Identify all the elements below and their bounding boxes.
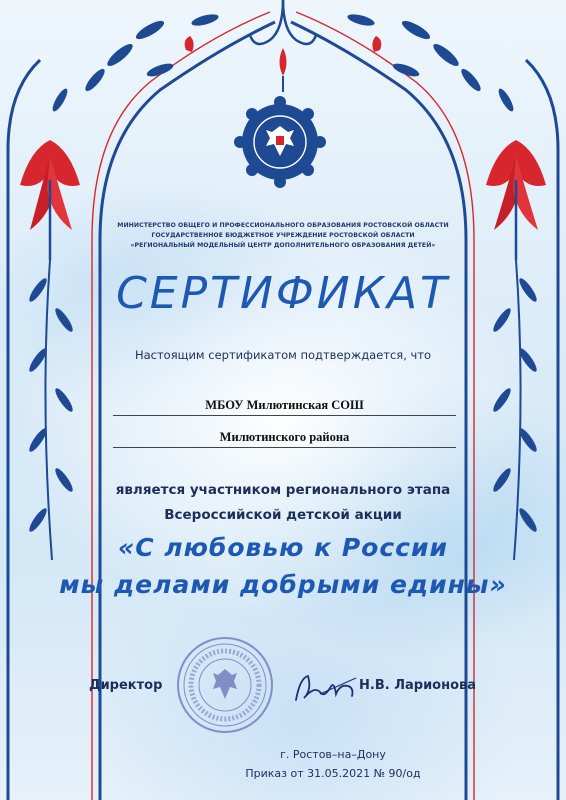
double-headed-eagle-emblem — [232, 94, 328, 190]
director-name: Н.В. Ларионова — [359, 678, 477, 693]
place-text: г. Ростов–на–Дону — [280, 748, 386, 761]
confirm-text: Настоящим сертификатом подтверждается, что — [134, 348, 432, 362]
organization-header — [100, 221, 466, 251]
underline — [113, 447, 456, 448]
handwritten-signature — [290, 670, 360, 706]
signature-row — [0, 678, 566, 702]
recipient-name-field — [113, 398, 456, 413]
recipient-district-field — [113, 430, 456, 445]
red-iris-right — [486, 140, 546, 260]
participant-line-1: является участником регионального этапа — [115, 482, 451, 498]
center-line: «РЕГИОНАЛЬНЫЙ МОДЕЛЬНЫЙ ЦЕНТР ДОПОЛНИТЕЛЬНОГО ОБРАЗОВАНИЯ ДЕТЕЙ» — [130, 242, 436, 249]
ministry-line: МИНИСТЕРСТВО ОБЩЕГО И ПРОФЕССИОНАЛЬНОГО ОБРАЗОВАНИЯ РОСТОВСКОЙ ОБЛАСТИ — [117, 222, 449, 229]
order-text: Приказ от 31.05.2021 № 90/од — [245, 767, 421, 780]
action-title-line-1: «С любовью к России — [117, 533, 449, 562]
institution-line: ГОСУДАРСТВЕННОЕ БЮДЖЕТНОЕ УЧРЕЖДЕНИЕ РОСТОВСКОЙ ОБЛАСТИ — [151, 232, 415, 239]
recipient-name: МБОУ Милютинская СОШ — [205, 398, 364, 412]
underline — [113, 415, 456, 416]
recipient-district: Милютинского района — [219, 430, 350, 444]
participant-line-2: Всероссийской детской акции — [164, 507, 402, 523]
action-title-line-2: мы делами добрыми едины» — [59, 570, 507, 599]
red-iris-left — [20, 140, 80, 260]
certificate-title: СЕРТИФИКАТ — [116, 268, 450, 319]
director-label: Директор — [89, 678, 163, 693]
